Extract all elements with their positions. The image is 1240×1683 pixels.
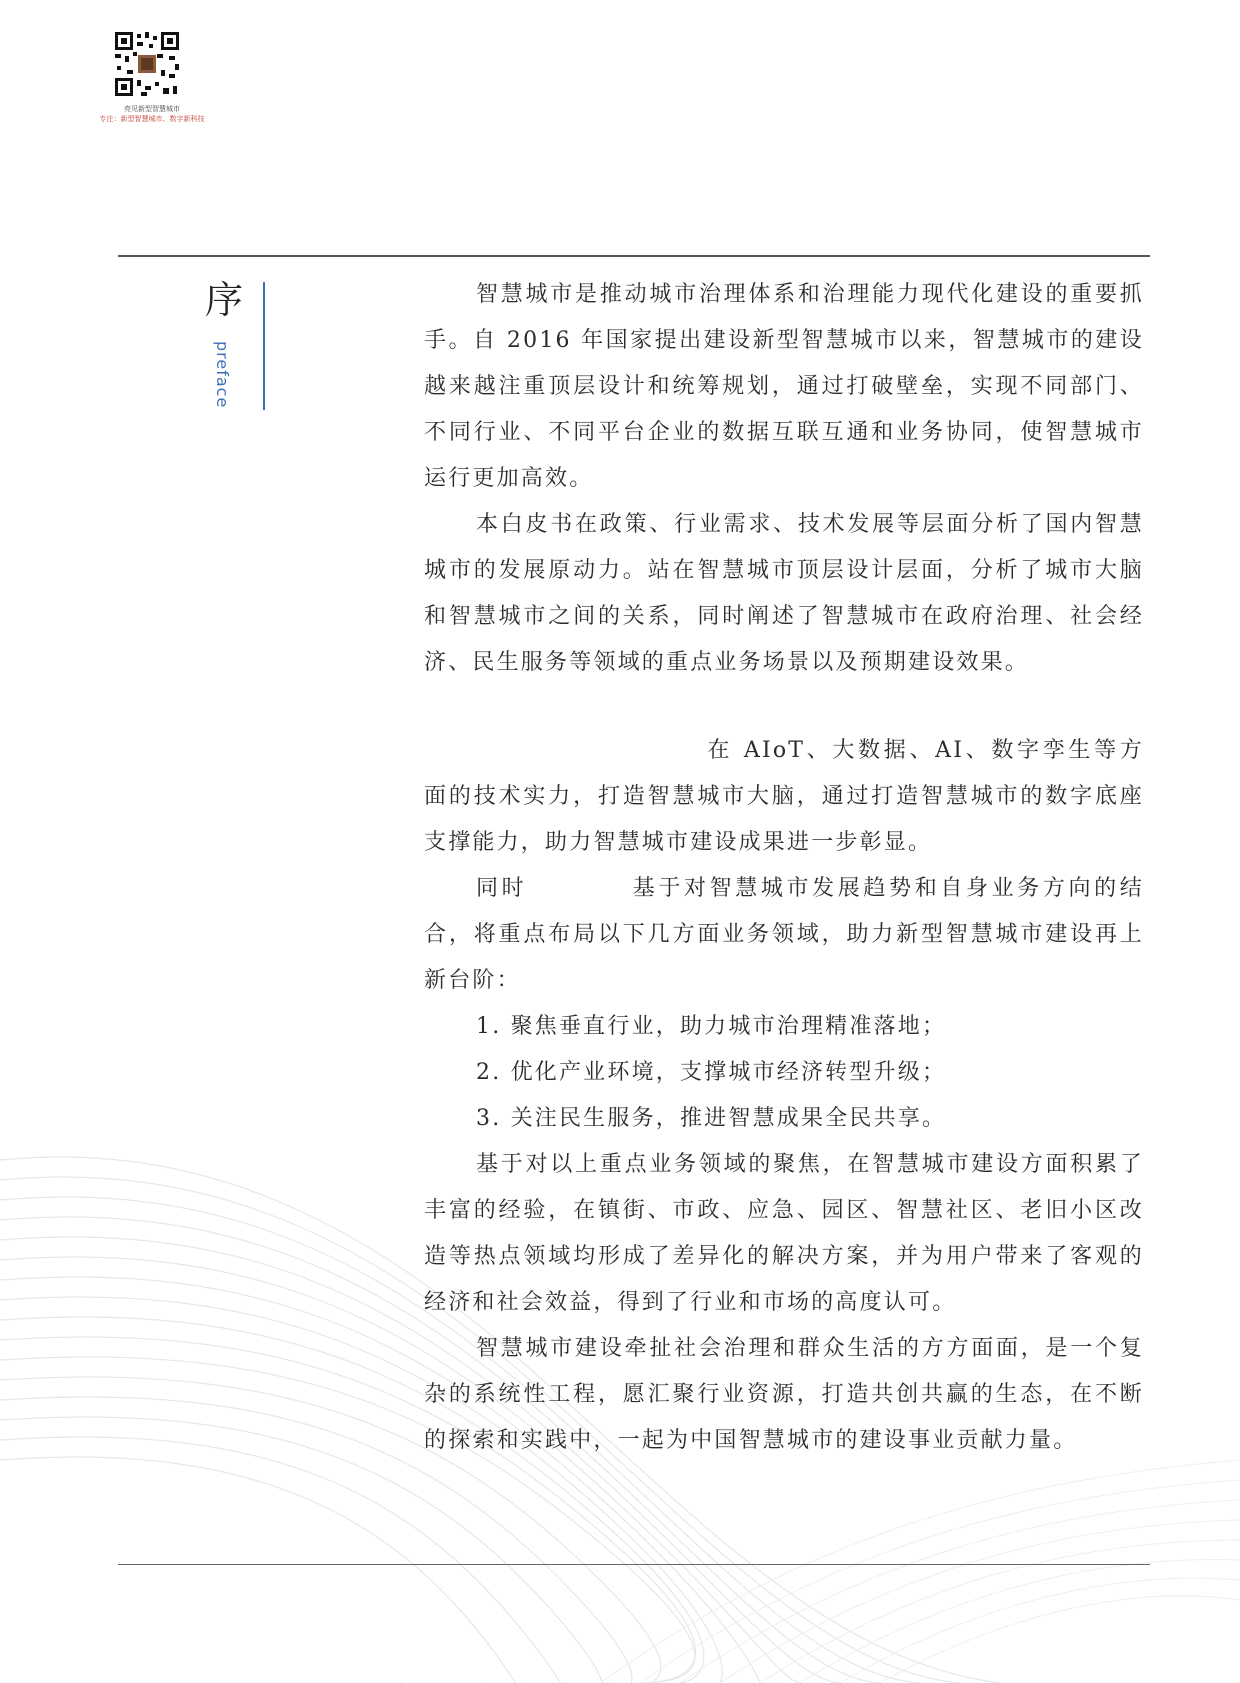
qr-caption-title: 亮见新型智慧城市 [124, 105, 180, 113]
top-divider [118, 255, 1150, 257]
bottom-divider [118, 1564, 1150, 1565]
section-title: 序 [205, 278, 244, 322]
paragraph-1: 智慧城市是推动城市治理体系和治理能力现代化建设的重要抓手。自 2016 年国家提出建设新型智慧城市以来，智慧城市的建设越来越注重顶层设计和统筹规划，通过打破壁垒，实现不同部门、不同行业、不同平台企业的数据互联互通和业务协同，使智慧城市运行更加高效。 [424, 282, 1144, 491]
preface-body [424, 272, 1144, 1464]
qr-code-image[interactable] [113, 30, 181, 98]
section-subtitle: preface [213, 341, 232, 409]
qr-code-block [86, 26, 218, 126]
list-item: 2. 优化产业环境，支撑城市经济转型升级； [476, 1060, 947, 1085]
qr-caption [86, 104, 218, 124]
side-title-accent-line [263, 282, 265, 410]
paragraph-4-lead: 同时 [476, 876, 528, 901]
paragraph-4-text: 基于对智慧城市发展趋势和自身业务方向的结合，将重点布局以下几方面业务领域，助力新型智慧城市建设再上新台阶： [424, 876, 1144, 993]
paragraph-4 [424, 866, 1144, 1004]
paragraph-2: 本白皮书在政策、行业需求、技术发展等层面分析了国内智慧城市的发展原动力。站在智慧城市顶层设计层面，分析了城市大脑和智慧城市之间的关系，同时阐述了智慧城市在政府治理、社会经济、民生服务等领域的重点业务场景以及预期建设效果。 [424, 512, 1144, 675]
list-item: 3. 关注民生服务，推进智慧成果全民共享。 [476, 1106, 947, 1131]
paragraph-6: 智慧城市建设牵扯社会治理和群众生活的方方面面，是一个复杂的系统性工程，愿汇聚行业资源，打造共创共赢的生态，在不断的探索和实践中，一起为中国智慧城市的建设事业贡献力量。 [424, 1336, 1144, 1453]
paragraph-5: 基于对以上重点业务领域的聚焦，在智慧城市建设方面积累了丰富的经验，在镇街、市政、应急、园区、智慧社区、老旧小区改造等热点领域均形成了差异化的解决方案，并为用户带来了客观的经济和社会效益，得到了行业和市场的高度认可。 [424, 1152, 1144, 1315]
paragraph-3-text: 在 AIoT、大数据、AI、数字孪生等方面的技术实力，打造智慧城市大脑，通过打造智慧城市的数字底座支撑能力，助力智慧城市建设成果进一步彰显。 [424, 738, 1144, 855]
blank-space [424, 686, 1144, 728]
list-item: 1. 聚焦垂直行业，助力城市治理精准落地； [476, 1014, 947, 1039]
paragraph-3 [424, 728, 1144, 866]
qr-caption-subtitle: 专注：新型智慧城市、数字新科技 [99, 115, 205, 123]
